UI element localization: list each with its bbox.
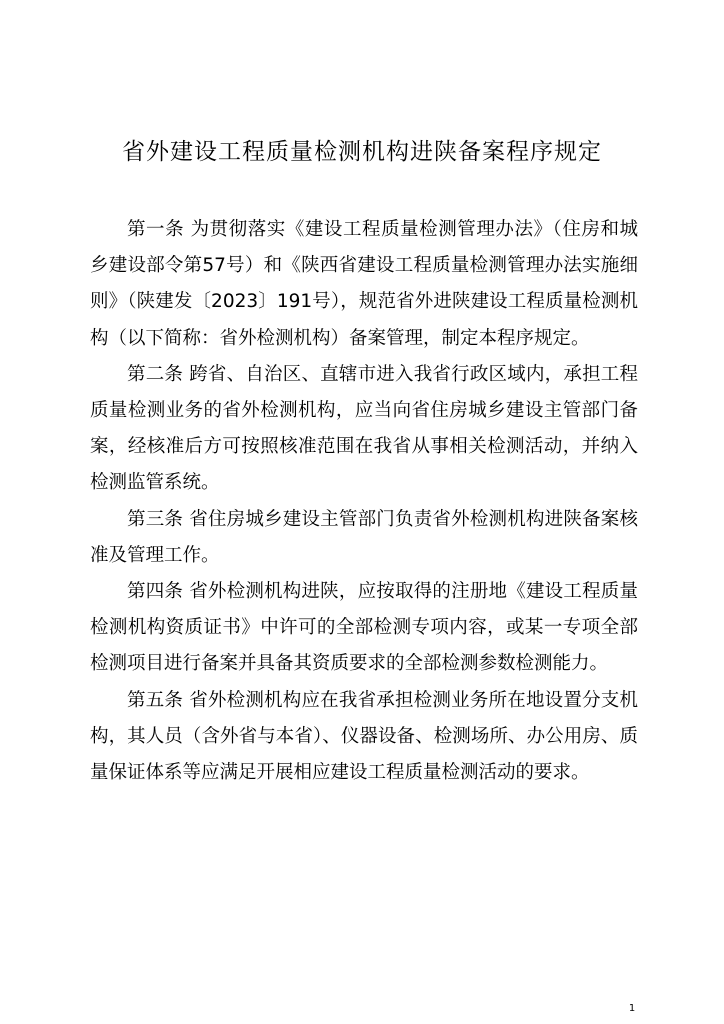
article-5-paragraph: 第五条 省外检测机构应在我省承担检测业务所在地设置分支机构，其人员（含外省与本省）、仪器设备、检测场所、办公用房、质量保证体系等应满足开展相应建设工程质量检测活动的要求。 (90, 689, 638, 784)
article-1-paragraph: 第一条 为贯彻落实《建设工程质量检测管理办法》（住房和城乡建设部令第57号）和《陕西省建设工程质量检测管理办法实施细则》（陕建发〔2023〕191号），规范省外进陕建设工程质量检测机构（以下简称：省外检测机构）备案管理，制定本程序规定。 (90, 219, 638, 349)
article-4-paragraph: 第四条 省外检测机构进陕，应按取得的注册地《建设工程质量检测机构资质证书》中许可的全部检测专项内容，或某一专项全部检测项目进行备案并具备其资质要求的全部检测参数检测能力。 (90, 581, 638, 675)
article-3-paragraph: 第三条 省住房城乡建设主管部门负责省外检测机构进陕备案核准及管理工作。 (90, 508, 638, 566)
page-number: 1 (628, 1003, 636, 1014)
document-title: 省外建设工程质量检测机构进陕备案程序规定 (122, 139, 602, 165)
article-2-paragraph: 第二条 跨省、自治区、直辖市进入我省行政区域内，承担工程质量检测业务的省外检测机构，应当向省住房城乡建设主管部门备案，经核准后方可按照核准范围在我省从事相关检测活动，并纳入检测监管系统。 (90, 363, 638, 494)
document-body (90, 212, 638, 791)
